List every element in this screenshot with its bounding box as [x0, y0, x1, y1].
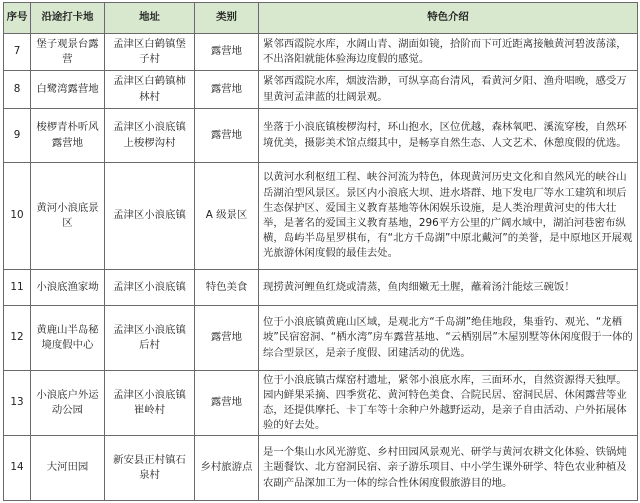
- row-description: 是一个集山水风光游览、乡村田园风景观光、研学与黄河农耕文化体验、铁锅炖主题餐饮、北方窑洞民宿、亲子游乐项目、中小学生课外研学、特色农业种植及农副产品深加工为一体的综合性休闲度假旅游目的地。: [259, 436, 638, 501]
- row-no: 10: [4, 163, 31, 270]
- row-category: 露营地: [195, 371, 259, 436]
- table-row: [4, 163, 638, 270]
- row-category: A 级景区: [195, 163, 259, 270]
- row-name: 黄河小浪底景区: [31, 163, 105, 270]
- header-category: 类别: [195, 3, 259, 34]
- row-no: 11: [4, 270, 31, 306]
- header-address: 地址: [105, 3, 195, 34]
- row-no: 14: [4, 436, 31, 501]
- row-no: 12: [4, 306, 31, 371]
- row-description: 位于小浪底镇黄鹿山区域，是观北方“千岛湖”绝佳地段，集垂钓、观光、“龙栖坡”民宿窑洞、“栖水湾”房车露营基地、“云栖别居”木屋别墅等休闲度假于一体的综合型景区，是亲子度假、团建活动的优选。: [259, 306, 638, 371]
- table-row: [4, 270, 638, 306]
- table-row: [4, 436, 638, 501]
- row-name: 堡子观景台露营: [31, 34, 105, 71]
- table-row: [4, 306, 638, 371]
- row-category: 乡村旅游点: [195, 436, 259, 501]
- row-category: 露营地: [195, 306, 259, 371]
- row-no: 7: [4, 34, 31, 71]
- row-category: 露营地: [195, 34, 259, 71]
- table-row: [4, 371, 638, 436]
- row-no: 9: [4, 109, 31, 163]
- row-description: 以黄河水利枢纽工程、峡谷河流为特色，体现黄河历史文化和自然风光的峡谷山岳湖泊型风景区。景区内小浪底大坝、进水塔群、地下发电厂等水工建筑和坝后生态保护区、爱国主义教育基地等休闲娱乐设施，是人类治理黄河史的伟大壮举，是著名的爱国主义教育基地，296平方公里的广阔水域中，湖泊河巷密布纵横，岛屿半岛星罗棋布，有“北方千岛湖”中原北戴河”的美誉，是中原地区开展观光旅游休闲度假的最佳去处。: [259, 163, 638, 270]
- header-description: 特色介绍: [259, 3, 638, 34]
- row-description: 现捞黄河鲤鱼红烧或清蒸，鱼肉细嫩无土腥，蘸着汤汁能炫三碗饭！: [259, 270, 638, 306]
- row-address: 孟津区小浪底镇: [105, 270, 195, 306]
- row-name: 小浪底户外运动公园: [31, 371, 105, 436]
- row-address: 孟津区白鹤镇堡子村: [105, 34, 195, 71]
- row-name: 白鹭湾露营地: [31, 71, 105, 109]
- table-row: [4, 109, 638, 163]
- header-no: 序号: [4, 3, 31, 34]
- row-address: 孟津区小浪底镇上梭椤沟村: [105, 109, 195, 163]
- row-address: 新安县正村镇石泉村: [105, 436, 195, 501]
- row-description: 坐落于小浪底镇梭椤沟村，环山抱水，区位优越，森林氧吧、溪流穿梭，自然环境优美，摄影美术馆点缀其中，是畅享自然生态、人文艺术、休憩度假的优选。: [259, 109, 638, 163]
- row-name: 梭椤青朴听风露营地: [31, 109, 105, 163]
- row-no: 8: [4, 71, 31, 109]
- row-address: 孟津区小浪底镇崔岭村: [105, 371, 195, 436]
- row-category: 特色美食: [195, 270, 259, 306]
- row-address: 孟津区小浪底镇: [105, 163, 195, 270]
- row-name: 小浪底渔家坳: [31, 270, 105, 306]
- row-no: 13: [4, 371, 31, 436]
- row-name: 黄鹿山半岛秘境度假中心: [31, 306, 105, 371]
- row-description: 紧邻西霞院水库，烟波浩渺，可纵享高台清风，看黄河夕阳、渔舟唱晚，感受万里黄河孟津蓝的壮阔景观。: [259, 71, 638, 109]
- row-description: 紧邻西霞院水库，水阔山青、湖面如镜，拾阶而下可近距离接触黄河碧波荡漾，不出洛阳就能体验海边度假的感觉。: [259, 34, 638, 71]
- row-address: 孟津区小浪底镇后村: [105, 306, 195, 371]
- row-category: 露营地: [195, 71, 259, 109]
- header-name: 沿途打卡地: [31, 3, 105, 34]
- table-row: [4, 71, 638, 109]
- scenic-spots-table: [3, 2, 638, 501]
- row-description: 位于小浪底镇古煤窑村遗址，紧邻小浪底水库，三面环水，自然资源得天独厚。园内鲜果采摘、四季赏花、黄河特色美食、合院民居、窑洞民居、休闲露营等业态，还提供摩托、卡丁车等十余种户外越野运动，是亲子自由活动、户外拓展体验的好去处。: [259, 371, 638, 436]
- row-name: 大河田园: [31, 436, 105, 501]
- row-category: 露营地: [195, 109, 259, 163]
- header-row: [4, 3, 638, 34]
- table-row: [4, 34, 638, 71]
- row-address: 孟津区白鹤镇柿林村: [105, 71, 195, 109]
